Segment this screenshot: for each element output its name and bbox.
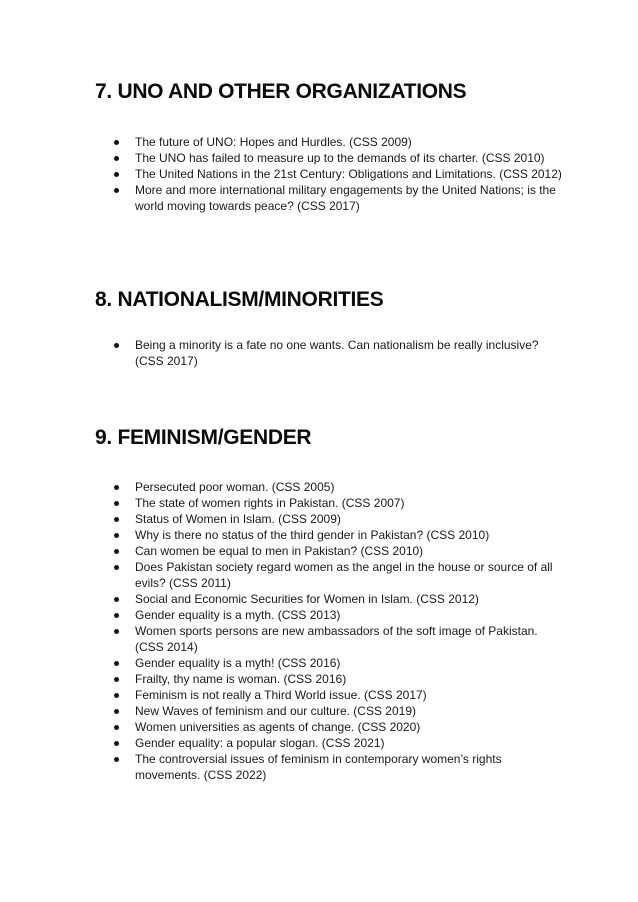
list-item (95, 337, 565, 369)
list-item-text: Being a minority is a fate no one wants. Can nationalism be really inclusive? (CSS 2017) (135, 338, 539, 368)
list-item (95, 511, 565, 527)
bullet-icon (114, 741, 119, 746)
section-heading: 8. NATIONALISM/MINORITIES (95, 288, 384, 311)
list-item (95, 703, 565, 719)
bullet-icon (114, 533, 119, 538)
bullet-icon (114, 485, 119, 490)
bullet-icon (114, 661, 119, 666)
list-item-text: Social and Economic Securities for Women in Islam. (CSS 2012) (135, 592, 479, 606)
list-item (95, 495, 565, 511)
list-item-text: Persecuted poor woman. (CSS 2005) (135, 480, 335, 494)
bullet-icon (114, 140, 119, 145)
list-item-text: The state of women rights in Pakistan. (CSS 2007) (135, 496, 405, 510)
bullet-icon (114, 517, 119, 522)
bullet-icon (114, 709, 119, 714)
bullet-icon (114, 613, 119, 618)
list-item (95, 479, 565, 495)
list-item (95, 150, 565, 166)
bullet-icon (114, 156, 119, 161)
bullet-icon (114, 172, 119, 177)
topic-list (95, 134, 565, 214)
list-item-text: New Waves of feminism and our culture. (CSS 2019) (135, 704, 416, 718)
list-item (95, 623, 565, 655)
bullet-icon (114, 693, 119, 698)
list-item (95, 687, 565, 703)
section-heading: 7. UNO AND OTHER ORGANIZATIONS (95, 80, 467, 103)
list-item (95, 719, 565, 735)
list-item (95, 735, 565, 751)
list-item (95, 671, 565, 687)
bullet-icon (114, 677, 119, 682)
list-item (95, 134, 565, 150)
list-item (95, 751, 565, 783)
list-item (95, 543, 565, 559)
list-item-text: Gender equality is a myth. (CSS 2013) (135, 608, 341, 622)
bullet-icon (114, 757, 119, 762)
topic-list (95, 479, 565, 783)
section-nationalism-minorities (95, 288, 565, 369)
bullet-icon (114, 501, 119, 506)
list-item-text: The controversial issues of feminism in contemporary women’s rights movements. (CSS 2022) (135, 752, 502, 782)
list-item-text: The United Nations in the 21st Century: Obligations and Limitations. (CSS 2012) (135, 167, 562, 181)
bullet-icon (114, 597, 119, 602)
bullet-icon (114, 549, 119, 554)
list-item-text: Feminism is not really a Third World issue. (CSS 2017) (135, 688, 427, 702)
list-item-text: Frailty, thy name is woman. (CSS 2016) (135, 672, 347, 686)
list-item-text: Women universities as agents of change. (CSS 2020) (135, 720, 421, 734)
list-item-text: Does Pakistan society regard women as the angel in the house or source of all evils? (CSS 2011) (135, 560, 553, 590)
section-uno-organizations (95, 80, 565, 214)
section-heading: 9. FEMINISM/GENDER (95, 426, 312, 449)
list-item (95, 527, 565, 543)
list-item-text: Gender equality: a popular slogan. (CSS 2021) (135, 736, 385, 750)
bullet-icon (114, 725, 119, 730)
list-item (95, 655, 565, 671)
list-item-text: The future of UNO: Hopes and Hurdles. (CSS 2009) (135, 135, 412, 149)
list-item-text: Status of Women in Islam. (CSS 2009) (135, 512, 341, 526)
bullet-icon (114, 565, 119, 570)
list-item (95, 182, 565, 214)
list-item (95, 559, 565, 591)
list-item (95, 166, 565, 182)
list-item-text: More and more international military engagements by the United Nations; is the world moving towards peace? (CSS 2017) (135, 183, 556, 213)
section-feminism-gender (95, 426, 565, 783)
bullet-icon (114, 629, 119, 634)
bullet-icon (114, 343, 119, 348)
list-item (95, 607, 565, 623)
list-item-text: Women sports persons are new ambassadors of the soft image of Pakistan. (CSS 2014) (135, 624, 538, 654)
list-item-text: Gender equality is a myth! (CSS 2016) (135, 656, 341, 670)
list-item-text: Why is there no status of the third gender in Pakistan? (CSS 2010) (135, 528, 490, 542)
list-item (95, 591, 565, 607)
list-item-text: Can women be equal to men in Pakistan? (CSS 2010) (135, 544, 424, 558)
bullet-icon (114, 188, 119, 193)
list-item-text: The UNO has failed to measure up to the demands of its charter. (CSS 2010) (135, 151, 545, 165)
topic-list (95, 337, 565, 369)
